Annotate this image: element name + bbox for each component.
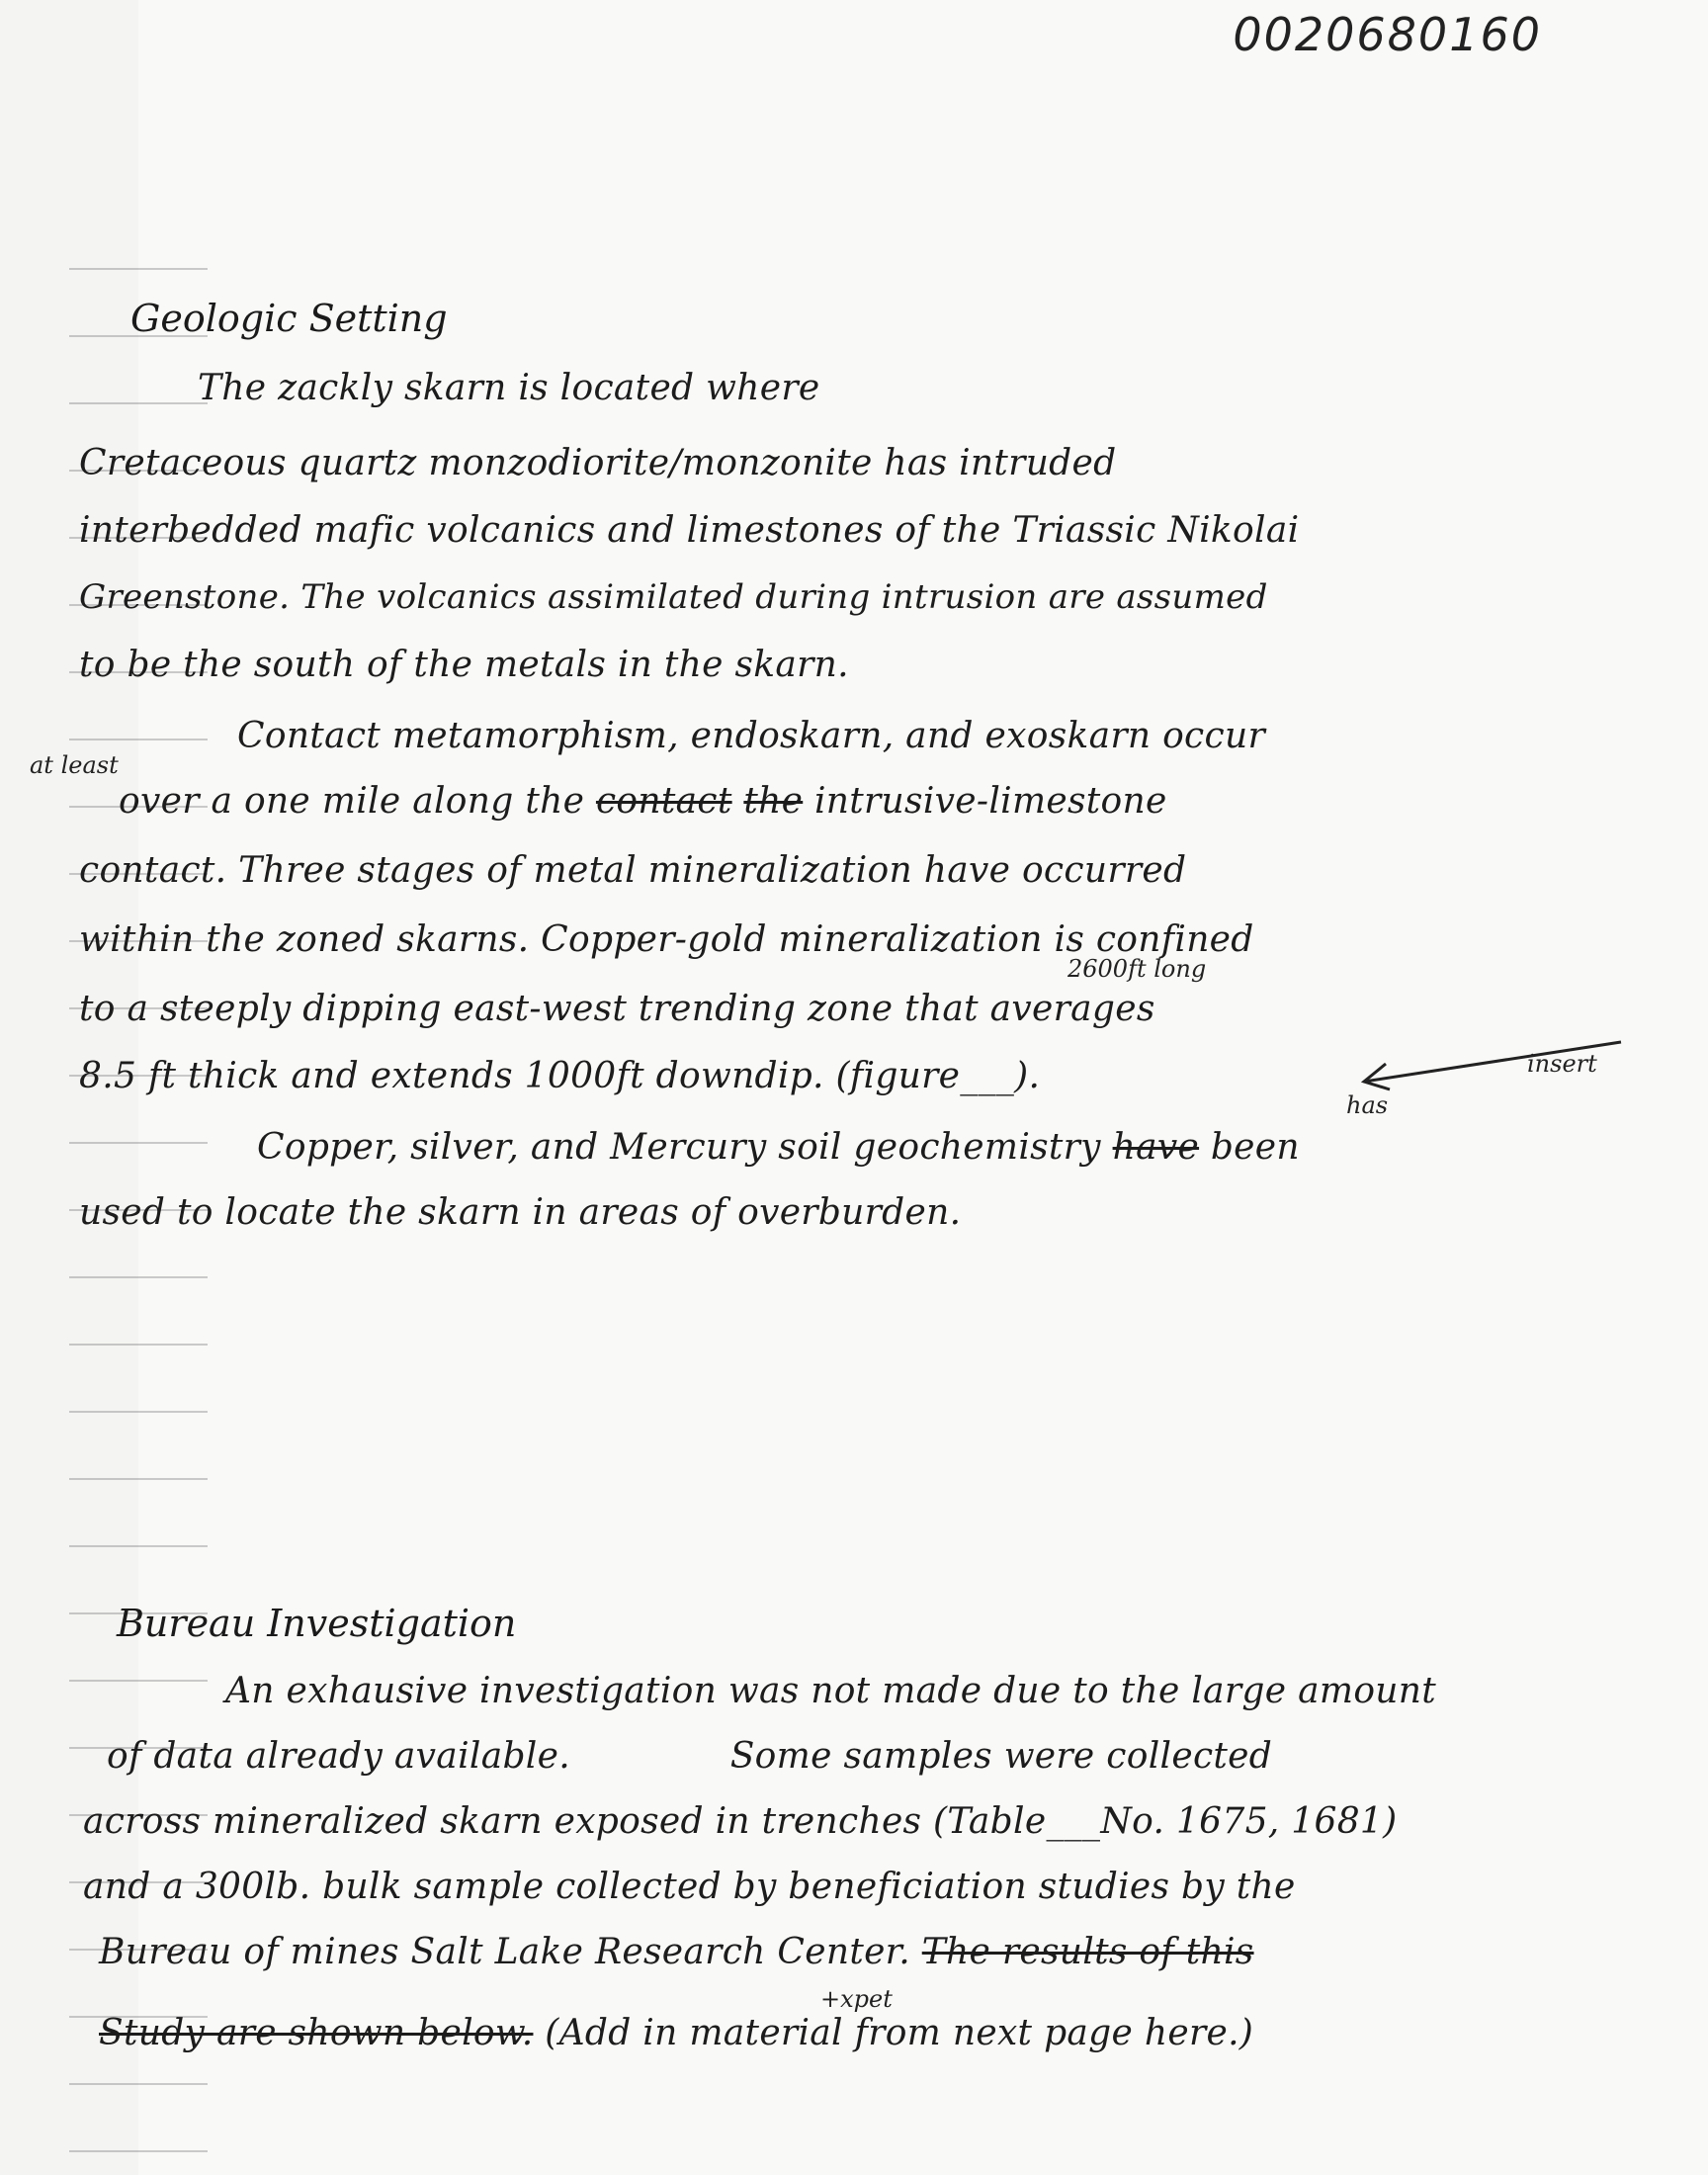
- section-title-geologic: Geologic Setting: [130, 297, 448, 340]
- line-part: of data already available.: [107, 1736, 570, 1777]
- text-line: [119, 781, 1680, 822]
- insertion-insert: insert: [1527, 1050, 1597, 1078]
- text-line: and a 300lb. bulk sample collected by beneficiation studies by the: [83, 1867, 1296, 1907]
- line-part: material from next page here.): [689, 2013, 1254, 2053]
- line-part: Some samples were collected: [729, 1736, 1273, 1777]
- section-title-bureau: Bureau Investigation: [117, 1602, 517, 1645]
- text-line: The zackly skarn is located where: [198, 368, 820, 408]
- text-line: across mineralized skarn exposed in trenches (Table___No. 1675, 1681): [83, 1801, 1398, 1842]
- text-line: [107, 1736, 1668, 1777]
- text-line: 8.5 ft thick and extends 1000ft downdip. (figure___).: [79, 1056, 1041, 1096]
- line-part: been: [1210, 1127, 1300, 1168]
- text-line: [99, 2013, 1661, 2053]
- struck-phrase: Study are shown below.: [99, 2013, 534, 2053]
- insertion-xpet: +xpet: [820, 1985, 893, 2013]
- line-part: over a one mile along the: [119, 781, 585, 822]
- struck-phrase: The results of this: [921, 1932, 1254, 1972]
- text-line: within the zoned skarns. Copper-gold mineralization is confined: [79, 919, 1254, 960]
- text-line: [79, 1127, 1708, 1168]
- line-part: Bureau of mines Salt Lake Research Center.: [99, 1932, 910, 1972]
- text-line: [99, 1932, 1661, 1972]
- text-line: interbedded mafic volcanics and limestones of the Triassic Nikolai: [79, 510, 1300, 551]
- insertion-at-least: at least: [30, 751, 119, 779]
- struck-word: contact: [595, 781, 732, 822]
- line-part: intrusive-limestone: [813, 781, 1167, 822]
- text-line: An exhausive investigation was not made due to the large amount: [225, 1671, 1437, 1711]
- text-line: Cretaceous quartz monzodiorite/monzonite has intruded: [79, 443, 1117, 483]
- text-line: to a steeply dipping east-west trending zone that averages: [79, 989, 1155, 1029]
- document-id: 0020680160: [1233, 8, 1542, 61]
- text-line: Contact metamorphism, endoskarn, and exoskarn occur: [237, 716, 1265, 756]
- text-line: used to locate the skarn in areas of overburden.: [79, 1192, 962, 1233]
- struck-word: have: [1112, 1127, 1200, 1168]
- text-line: Greenstone. The volcanics assimilated during intrusion are assumed: [79, 577, 1268, 617]
- insertion-has: has: [1346, 1091, 1389, 1119]
- text-line: to be the south of the metals in the skarn.: [79, 645, 849, 685]
- line-part: (Add in: [545, 2013, 678, 2053]
- text-line: contact. Three stages of metal mineralization have occurred: [79, 850, 1187, 891]
- insertion-length: 2600ft long: [1068, 955, 1207, 983]
- line-part: Copper, silver, and Mercury soil geochemistry: [257, 1127, 1101, 1168]
- struck-word: the: [743, 781, 804, 822]
